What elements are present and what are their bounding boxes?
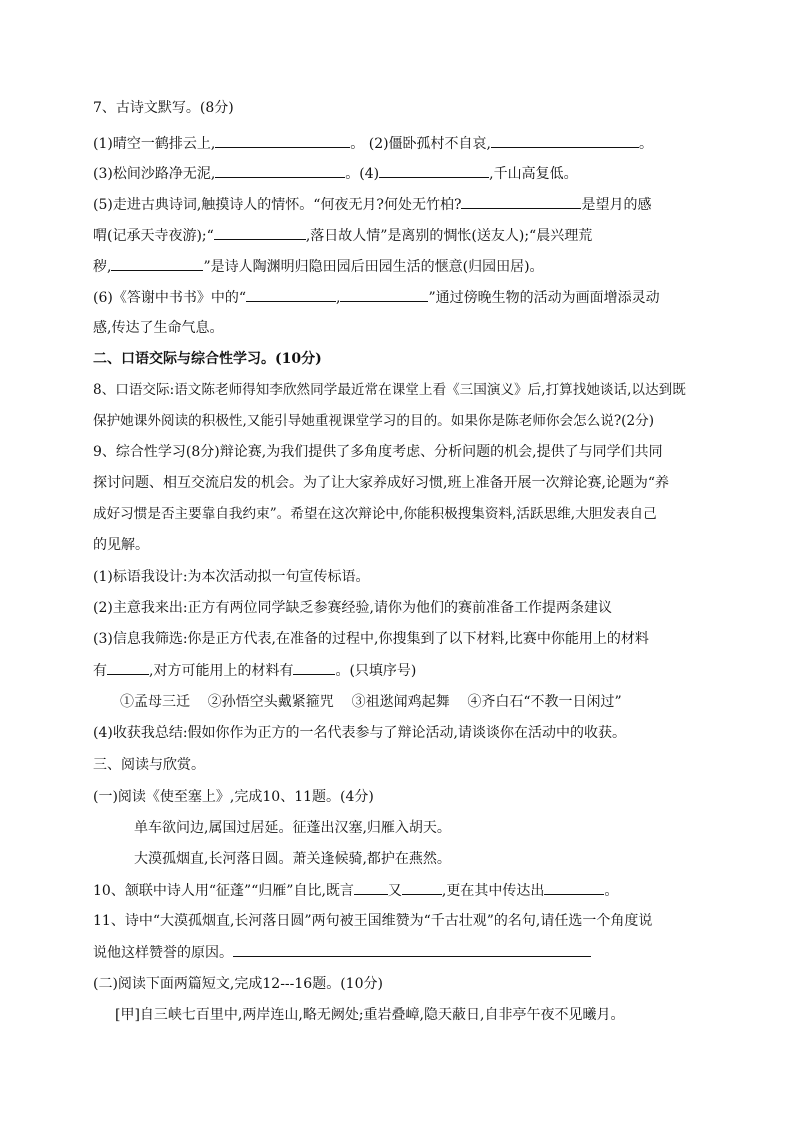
part-2-title: (二)阅读下面两篇短文,完成12---16题。(10分) [93, 976, 383, 992]
q9-line4: 的见解。 [93, 537, 149, 553]
answer-blank[interactable] [111, 256, 203, 271]
q9-item3: (3)信息我筛选:你是正方代表,在准备的过程中,你搜集到了以下材料,比赛中你能用上的材料 [93, 631, 649, 647]
q9-item3-answer: 有 ,对方可能用上的材料有 。(只填序号) [93, 660, 416, 681]
q8-line1: 8、口语交际:语文陈老师得知李欣然同学最近常在课堂上看《三国演义》后,打算找她谈话,以达到既 [93, 382, 686, 398]
answer-blank[interactable] [461, 194, 581, 209]
q11-line1: 11、诗中“大漠孤烟直,长河落日圆”两句被王国维赞为“千古壮观”的名句,请任选一个角度说 [93, 913, 653, 929]
answer-blank[interactable] [215, 133, 350, 148]
q9-item1: (1)标语我设计:为本次活动拟一句宣传标语。 [93, 569, 370, 585]
section-2-title: 二、口语交际与综合性学习。(10分) [93, 351, 322, 367]
q7-line2: (3)松间沙路净无泥, 。(4) ,千山高复低。 [93, 163, 578, 184]
answer-blank[interactable] [214, 225, 306, 240]
q7-line6: (6)《答谢中书书》中的“ , ”通过傍晚生物的活动为画面增添灵动 [93, 287, 660, 308]
passage-jia: [甲]自三峡七百里中,两岸连山,略无阙处;重岩叠嶂,隐天蔽日,自非亭午夜不见曦月。 [115, 1007, 625, 1023]
answer-blank[interactable] [354, 880, 388, 895]
q7-line5: 秽, ”是诗人陶渊明归隐田园后田园生活的惬意(归园田居)。 [93, 256, 544, 277]
answer-blank[interactable] [107, 660, 149, 675]
answer-blank[interactable] [340, 287, 428, 302]
q7-line7: 感,传达了生命气息。 [93, 320, 224, 336]
q7-title: 7、古诗文默写。(8分) [93, 100, 234, 116]
q9-line3: 成好习惯是否主要靠自我约束”。希望在这次辩论中,你能积极搜集资料,活跃思维,大胆发表自己 [93, 506, 657, 522]
section-3-title: 三、阅读与欣赏。 [93, 757, 205, 773]
q11-line2: 说他这样赞誉的原因。 [93, 942, 591, 963]
poem-line-1: 单车欲问边,属国过居延。征蓬出汉塞,归雁入胡天。 [134, 820, 451, 836]
q7-line1: (1)晴空一鹤排云上, 。 (2)僵卧孤村不自哀, 。 [93, 133, 653, 154]
answer-blank[interactable] [246, 287, 336, 302]
q8-line2: 保护她课外阅读的积极性,又能引导她重视课堂学习的目的。如果你是陈老师你会怎么说?(2分) [93, 413, 655, 429]
q7-line3: (5)走进古典诗词,触摸诗人的情怀。“何夜无月?何处无竹柏? 是望月的感 [93, 194, 651, 215]
q9-line1: 9、综合性学习(8分)辩论赛,为我们提供了多角度考虑、分析问题的机会,提供了与同学们共同 [93, 444, 663, 460]
q7-line4: 喟(记承天寺夜游);“ ,落日故人情”是离别的惆怅(送友人);“晨兴理荒 [93, 225, 592, 246]
part-1-title: (一)阅读《使至塞上》,完成10、11题。(4分) [93, 789, 374, 805]
q10: 10、颔联中诗人用“征蓬”“归雁”自比,既言 又 ,更在其中传达出 。 [93, 880, 618, 901]
q9-item4: (4)收获我总结:假如你作为正方的一名代表参与了辩论活动,请谈谈你在活动中的收获。 [93, 725, 626, 741]
answer-blank[interactable] [491, 133, 639, 148]
q9-item2: (2)主意我来出:正方有两位同学缺乏参赛经验,请你为他们的赛前准备工作提两条建议 [93, 600, 612, 616]
poem-line-2: 大漠孤烟直,长河落日圆。萧关逢候骑,都护在燕然。 [134, 851, 451, 867]
answer-blank[interactable] [379, 163, 489, 178]
answer-blank[interactable] [544, 880, 604, 895]
q9-line2: 探讨问题、相互交流启发的机会。为了让大家养成好习惯,班上准备开展一次辩论赛,论题为“养 [93, 475, 670, 491]
answer-blank[interactable] [402, 880, 442, 895]
answer-blank[interactable] [233, 942, 591, 957]
q9-options: ①孟母三迁 ②孙悟空头戴紧箍咒 ③祖逖闻鸡起舞 ④齐白石“不教一日闲过” [120, 694, 622, 710]
answer-blank[interactable] [293, 660, 335, 675]
answer-blank[interactable] [215, 163, 345, 178]
